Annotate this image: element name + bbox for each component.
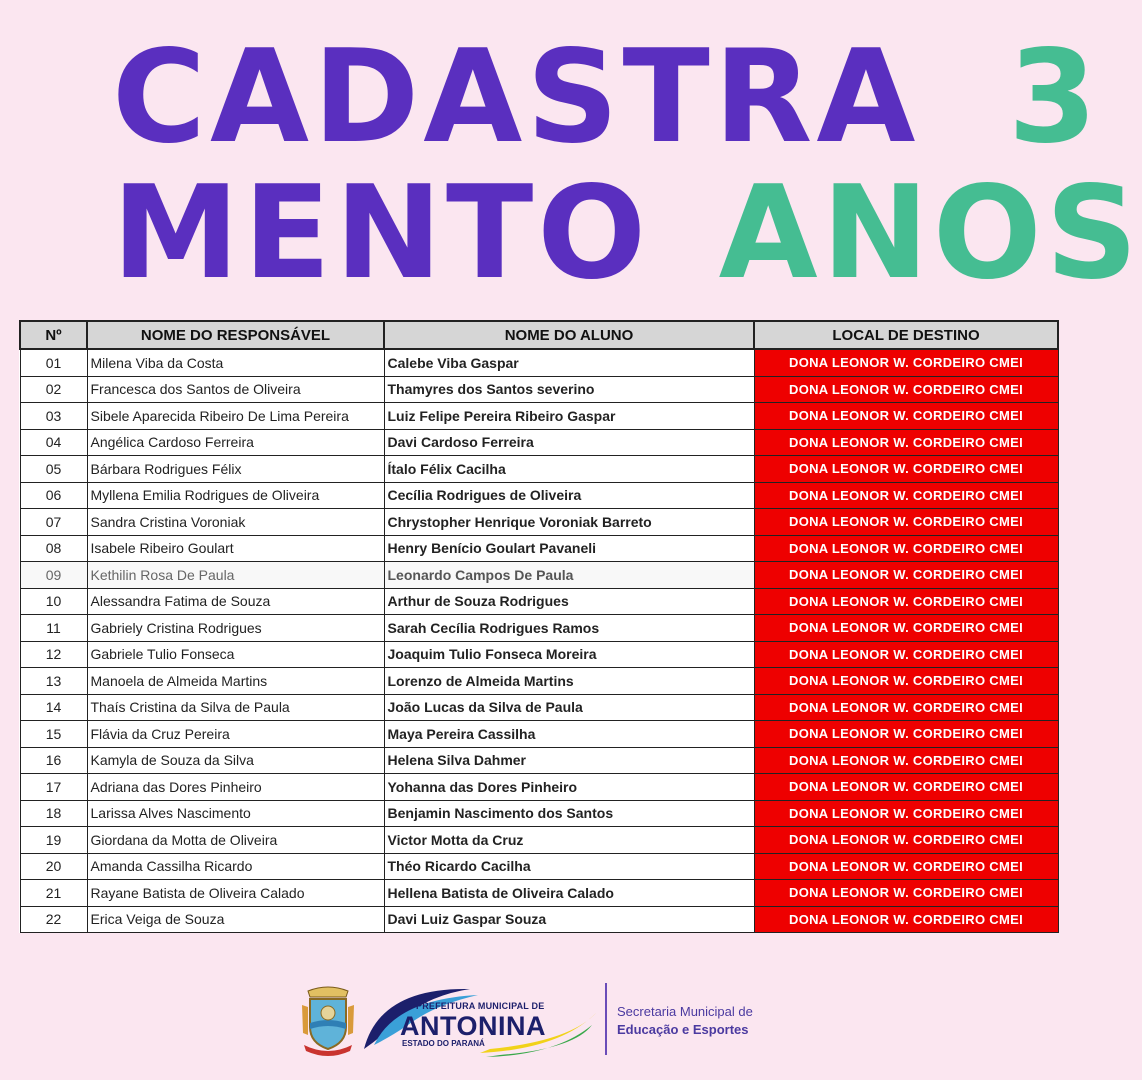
title-word-anos: ANOS [718, 159, 1142, 308]
table-row [20, 641, 1058, 668]
table-row [20, 694, 1058, 721]
row-number: 01 [20, 349, 87, 376]
parent-name: Sibele Aparecida Ribeiro De Lima Pereira [87, 403, 384, 430]
row-number: 08 [20, 535, 87, 562]
row-number: 02 [20, 376, 87, 403]
parent-name: Amanda Cassilha Ricardo [87, 853, 384, 880]
row-number: 03 [20, 403, 87, 430]
student-name: Sarah Cecília Rodrigues Ramos [384, 615, 754, 642]
destination: DONA LEONOR W. CORDEIRO CMEI [754, 747, 1058, 774]
student-name: Hellena Batista de Oliveira Calado [384, 880, 754, 907]
title-line-1 [112, 23, 1102, 172]
table-row [20, 349, 1058, 376]
student-name: Théo Ricardo Cacilha [384, 853, 754, 880]
antonina-logo [360, 979, 600, 1059]
destination: DONA LEONOR W. CORDEIRO CMEI [754, 721, 1058, 748]
title-number-3: 3 [1008, 23, 1102, 172]
table-body [20, 349, 1058, 933]
destination: DONA LEONOR W. CORDEIRO CMEI [754, 774, 1058, 801]
student-name: Calebe Viba Gaspar [384, 349, 754, 376]
prefeitura-label: PREFEITURA MUNICIPAL DE [416, 1001, 545, 1011]
student-name: Henry Benício Goulart Pavaneli [384, 535, 754, 562]
student-name: Davi Cardoso Ferreira [384, 429, 754, 456]
parent-name: Milena Viba da Costa [87, 349, 384, 376]
student-name: Leonardo Campos De Paula [384, 562, 754, 589]
secretaria-label [617, 1003, 753, 1039]
header-number: Nº [20, 321, 87, 349]
title-line-2 [112, 159, 1142, 308]
footer [0, 975, 1080, 1065]
student-name: Joaquim Tulio Fonseca Moreira [384, 641, 754, 668]
header-destination: LOCAL DE DESTINO [754, 321, 1058, 349]
parent-name: Alessandra Fatima de Souza [87, 588, 384, 615]
city-name: ANTONINA [400, 1011, 547, 1041]
destination: DONA LEONOR W. CORDEIRO CMEI [754, 853, 1058, 880]
student-name: Maya Pereira Cassilha [384, 721, 754, 748]
row-number: 15 [20, 721, 87, 748]
parent-name: Gabriely Cristina Rodrigues [87, 615, 384, 642]
student-name: Davi Luiz Gaspar Souza [384, 906, 754, 933]
parent-name: Gabriele Tulio Fonseca [87, 641, 384, 668]
table-row [20, 588, 1058, 615]
parent-name: Kethilin Rosa De Paula [87, 562, 384, 589]
row-number: 20 [20, 853, 87, 880]
destination: DONA LEONOR W. CORDEIRO CMEI [754, 509, 1058, 536]
city-crest-icon [300, 983, 356, 1057]
parent-name: Kamyla de Souza da Silva [87, 747, 384, 774]
row-number: 04 [20, 429, 87, 456]
parent-name: Angélica Cardoso Ferreira [87, 429, 384, 456]
title-word-cadastra: CADASTRA [112, 23, 920, 172]
destination: DONA LEONOR W. CORDEIRO CMEI [754, 694, 1058, 721]
destination: DONA LEONOR W. CORDEIRO CMEI [754, 456, 1058, 483]
parent-name: Isabele Ribeiro Goulart [87, 535, 384, 562]
student-name: Luiz Felipe Pereira Ribeiro Gaspar [384, 403, 754, 430]
destination: DONA LEONOR W. CORDEIRO CMEI [754, 588, 1058, 615]
destination: DONA LEONOR W. CORDEIRO CMEI [754, 615, 1058, 642]
table-row [20, 774, 1058, 801]
row-number: 19 [20, 827, 87, 854]
table-row [20, 880, 1058, 907]
secretaria-line-1: Secretaria Municipal de [617, 1004, 753, 1019]
destination: DONA LEONOR W. CORDEIRO CMEI [754, 429, 1058, 456]
table-row [20, 482, 1058, 509]
table-row [20, 535, 1058, 562]
row-number: 09 [20, 562, 87, 589]
table-row [20, 853, 1058, 880]
table-row [20, 721, 1058, 748]
row-number: 17 [20, 774, 87, 801]
student-name: Benjamin Nascimento dos Santos [384, 800, 754, 827]
enrollment-table [19, 320, 1059, 933]
header-student-name: NOME DO ALUNO [384, 321, 754, 349]
row-number: 14 [20, 694, 87, 721]
table-row [20, 509, 1058, 536]
destination: DONA LEONOR W. CORDEIRO CMEI [754, 349, 1058, 376]
table-row [20, 562, 1058, 589]
table-row [20, 456, 1058, 483]
parent-name: Flávia da Cruz Pereira [87, 721, 384, 748]
title-word-mento: MENTO [112, 159, 651, 308]
student-name: Lorenzo de Almeida Martins [384, 668, 754, 695]
row-number: 21 [20, 880, 87, 907]
destination: DONA LEONOR W. CORDEIRO CMEI [754, 800, 1058, 827]
table-row [20, 906, 1058, 933]
parent-name: Bárbara Rodrigues Félix [87, 456, 384, 483]
row-number: 10 [20, 588, 87, 615]
row-number: 11 [20, 615, 87, 642]
student-name: Chrystopher Henrique Voroniak Barreto [384, 509, 754, 536]
row-number: 13 [20, 668, 87, 695]
parent-name: Francesca dos Santos de Oliveira [87, 376, 384, 403]
row-number: 12 [20, 641, 87, 668]
table-row [20, 747, 1058, 774]
destination: DONA LEONOR W. CORDEIRO CMEI [754, 535, 1058, 562]
parent-name: Erica Veiga de Souza [87, 906, 384, 933]
parent-name: Thaís Cristina da Silva de Paula [87, 694, 384, 721]
destination: DONA LEONOR W. CORDEIRO CMEI [754, 641, 1058, 668]
parent-name: Rayane Batista de Oliveira Calado [87, 880, 384, 907]
destination: DONA LEONOR W. CORDEIRO CMEI [754, 906, 1058, 933]
parent-name: Myllena Emilia Rodrigues de Oliveira [87, 482, 384, 509]
student-name: Yohanna das Dores Pinheiro [384, 774, 754, 801]
row-number: 22 [20, 906, 87, 933]
destination: DONA LEONOR W. CORDEIRO CMEI [754, 562, 1058, 589]
parent-name: Adriana das Dores Pinheiro [87, 774, 384, 801]
table-row [20, 429, 1058, 456]
header-parent-name: NOME DO RESPONSÁVEL [87, 321, 384, 349]
parent-name: Manoela de Almeida Martins [87, 668, 384, 695]
student-name: Victor Motta da Cruz [384, 827, 754, 854]
parent-name: Giordana da Motta de Oliveira [87, 827, 384, 854]
student-name: Arthur de Souza Rodrigues [384, 588, 754, 615]
student-name: Cecília Rodrigues de Oliveira [384, 482, 754, 509]
table-row [20, 800, 1058, 827]
table-row [20, 827, 1058, 854]
student-name: João Lucas da Silva de Paula [384, 694, 754, 721]
footer-divider [605, 983, 607, 1055]
destination: DONA LEONOR W. CORDEIRO CMEI [754, 482, 1058, 509]
parent-name: Larissa Alves Nascimento [87, 800, 384, 827]
student-name: Ítalo Félix Cacilha [384, 456, 754, 483]
row-number: 18 [20, 800, 87, 827]
table-row [20, 668, 1058, 695]
destination: DONA LEONOR W. CORDEIRO CMEI [754, 668, 1058, 695]
table-row [20, 403, 1058, 430]
row-number: 07 [20, 509, 87, 536]
destination: DONA LEONOR W. CORDEIRO CMEI [754, 827, 1058, 854]
destination: DONA LEONOR W. CORDEIRO CMEI [754, 880, 1058, 907]
table-row [20, 376, 1058, 403]
state-label: ESTADO DO PARANÁ [402, 1039, 485, 1048]
row-number: 06 [20, 482, 87, 509]
secretaria-line-2: Educação e Esportes [617, 1022, 749, 1037]
student-name: Thamyres dos Santos severino [384, 376, 754, 403]
destination: DONA LEONOR W. CORDEIRO CMEI [754, 376, 1058, 403]
parent-name: Sandra Cristina Voroniak [87, 509, 384, 536]
student-name: Helena Silva Dahmer [384, 747, 754, 774]
table-row [20, 615, 1058, 642]
table-header-row [20, 321, 1058, 349]
destination: DONA LEONOR W. CORDEIRO CMEI [754, 403, 1058, 430]
row-number: 16 [20, 747, 87, 774]
row-number: 05 [20, 456, 87, 483]
